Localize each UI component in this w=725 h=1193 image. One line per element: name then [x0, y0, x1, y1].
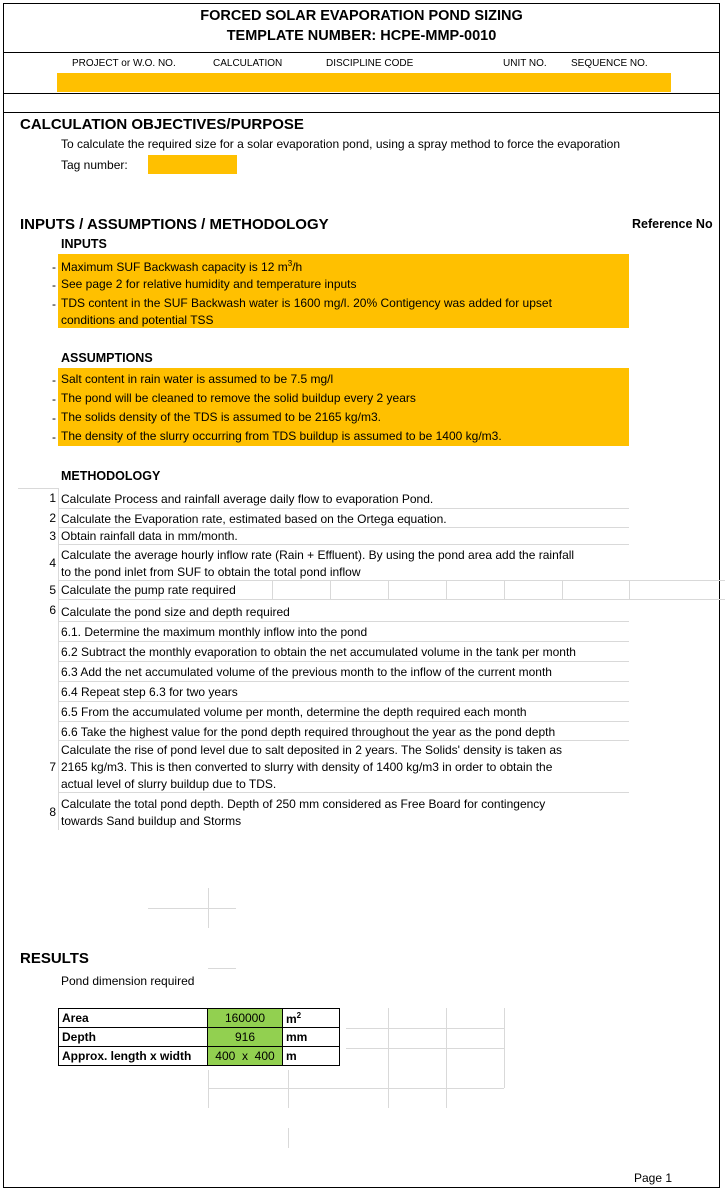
step-text: Calculate the total pond depth. Depth of 250 mm considered as Free Board for contingency: [61, 797, 546, 811]
gridline: [59, 740, 629, 741]
gridline: [288, 1128, 289, 1148]
length-width-label: Approx. length x width: [59, 1047, 208, 1066]
depth-value[interactable]: 916: [208, 1028, 283, 1047]
step-text: Calculate the average hourly inflow rate (Rain + Effluent). By using the pond area add the rainfall: [61, 548, 575, 562]
assumption-item: Salt content in rain water is assumed to be 7.5 mg/l: [61, 372, 334, 386]
gridline: [59, 527, 629, 528]
divider: [3, 52, 720, 53]
step-text: Calculate the pond size and depth required: [61, 605, 290, 619]
substep-text: 6.1. Determine the maximum monthly inflow into the pond: [61, 625, 368, 639]
bullet: -: [52, 297, 56, 311]
gridline: [272, 580, 273, 599]
gridline: [388, 1008, 389, 1108]
input-item: See page 2 for relative humidity and temperature inputs: [61, 277, 357, 291]
gridline: [59, 641, 629, 642]
step-number: 3: [49, 529, 56, 543]
gridline: [59, 621, 629, 622]
gridline: [59, 599, 725, 600]
header-input-band[interactable]: [57, 73, 671, 92]
calculation-field-label: CALCULATION: [213, 58, 283, 69]
substep-text: 6.6 Take the highest value for the pond depth required throughout the year as the pond depth: [61, 725, 556, 739]
gridline: [629, 580, 630, 599]
step-text: Calculate the Evaporation rate, estimated based on the Ortega equation.: [61, 512, 447, 526]
assumptions-heading: ASSUMPTIONS: [61, 351, 153, 365]
table-row: [59, 1047, 340, 1066]
table-row: [59, 1028, 340, 1047]
inputs-heading: INPUTS: [61, 237, 107, 251]
step-number: 4: [49, 556, 56, 570]
gridline: [58, 488, 59, 830]
sequence-field-label: SEQUENCE NO.: [571, 58, 648, 69]
substep-text: 6.5 From the accumulated volume per month, determine the depth required each month: [61, 705, 527, 719]
step-number: 5: [49, 583, 56, 597]
results-table: [58, 1008, 340, 1066]
gridline: [208, 1088, 504, 1089]
gridline: [59, 701, 629, 702]
gridline: [446, 580, 447, 599]
step-text: Calculate Process and rainfall average daily flow to evaporation Pond.: [61, 492, 434, 506]
assumption-item: The pond will be cleaned to remove the solid buildup every 2 years: [61, 391, 416, 405]
table-row: [59, 1009, 340, 1028]
gridline: [504, 580, 505, 599]
unit-field-label: UNIT NO.: [503, 58, 547, 69]
discipline-field-label: DISCIPLINE CODE: [326, 58, 414, 69]
bullet: -: [52, 278, 56, 292]
length-width-value[interactable]: 400 x 400: [208, 1047, 283, 1066]
objectives-heading: CALCULATION OBJECTIVES/PURPOSE: [20, 116, 304, 133]
bullet: -: [52, 373, 56, 387]
area-unit: $m^2$: [283, 1009, 340, 1028]
bullet: -: [52, 411, 56, 425]
step-number: 6: [49, 603, 56, 617]
bullet: -: [52, 392, 56, 406]
step-text: Obtain rainfall data in mm/month.: [61, 529, 238, 543]
gridline: [59, 681, 629, 682]
gridline: [388, 580, 389, 599]
step-number: 8: [49, 805, 56, 819]
gridline: [59, 792, 629, 793]
assumption-item: The solids density of the TDS is assumed to be 2165 kg/m3.: [61, 410, 381, 424]
gridline: [346, 1048, 504, 1049]
gridline: [208, 968, 236, 969]
step-number: 7: [49, 760, 56, 774]
gridline: [330, 580, 331, 599]
gridline: [59, 508, 629, 509]
page-number: Page 1: [634, 1171, 673, 1185]
assumption-item: The density of the slurry occurring from TDS buildup is assumed to be 1400 kg/m3.: [61, 429, 502, 443]
substep-text: 6.3 Add the net accumulated volume of the previous month to the inflow of the current month: [61, 665, 552, 679]
gridline: [59, 544, 629, 545]
step-text-continued: actual level of slurry buildup due to TDS.: [61, 777, 277, 791]
gridline: [288, 1070, 289, 1108]
divider: [3, 112, 720, 113]
gridline: [148, 908, 236, 909]
length-width-unit: m: [283, 1047, 340, 1066]
tag-number-label: Tag number:: [61, 158, 128, 172]
reference-no-label: Reference No: [632, 217, 713, 231]
template-number: TEMPLATE NUMBER: HCPE-MMP-0010: [226, 28, 497, 44]
input-item: Maximum SUF Backwash capacity is 12 $m^3/h$: [61, 259, 303, 274]
objectives-text: To calculate the required size for a solar evaporation pond, using a spray method to force the evaporation: [61, 137, 621, 151]
step-text-continued: to the pond inlet from SUF to obtain the total pond inflow: [61, 565, 361, 579]
results-subheading: Pond dimension required: [61, 974, 195, 988]
step-text: Calculate the rise of pond level due to salt deposited in 2 years. The Solids' density is taken as: [61, 743, 563, 757]
gridline: [562, 580, 563, 599]
gridline: [59, 580, 725, 581]
input-item: TDS content in the SUF Backwash water is 1600 mg/l. 20% Contigency was added for upset: [61, 296, 552, 310]
gridline: [18, 488, 58, 489]
step-text-continued: 2165 kg/m3. This is then converted to slurry with density of 1400 kg/m3 in order to obtain the: [61, 760, 553, 774]
methodology-heading: METHODOLOGY: [61, 469, 161, 483]
bullet: -: [52, 260, 56, 274]
gridline: [346, 1028, 504, 1029]
inputs-section-heading: INPUTS / ASSUMPTIONS / METHODOLOGY: [20, 216, 329, 233]
step-text: Calculate the pump rate required: [61, 583, 236, 597]
gridline: [446, 1008, 447, 1108]
area-label: Area: [59, 1009, 208, 1028]
step-number: 1: [49, 491, 56, 505]
bullet: -: [52, 430, 56, 444]
depth-unit: mm: [283, 1028, 340, 1047]
document-title: FORCED SOLAR EVAPORATION POND SIZING: [200, 8, 523, 24]
substep-text: 6.2 Subtract the monthly evaporation to obtain the net accumulated volume in the tank per month: [61, 645, 576, 659]
gridline: [59, 721, 629, 722]
divider: [3, 93, 720, 94]
results-heading: RESULTS: [20, 950, 89, 967]
input-item-continued: conditions and potential TSS: [61, 313, 214, 327]
depth-label: Depth: [59, 1028, 208, 1047]
step-number: 2: [49, 511, 56, 525]
gridline: [208, 1070, 209, 1108]
area-value[interactable]: 160000: [208, 1009, 283, 1028]
gridline: [504, 1008, 505, 1088]
substep-text: 6.4 Repeat step 6.3 for two years: [61, 685, 238, 699]
step-text-continued: towards Sand buildup and Storms: [61, 814, 242, 828]
project-field-label: PROJECT or W.O. NO.: [72, 58, 176, 69]
tag-number-input[interactable]: [148, 155, 237, 174]
gridline: [59, 661, 629, 662]
